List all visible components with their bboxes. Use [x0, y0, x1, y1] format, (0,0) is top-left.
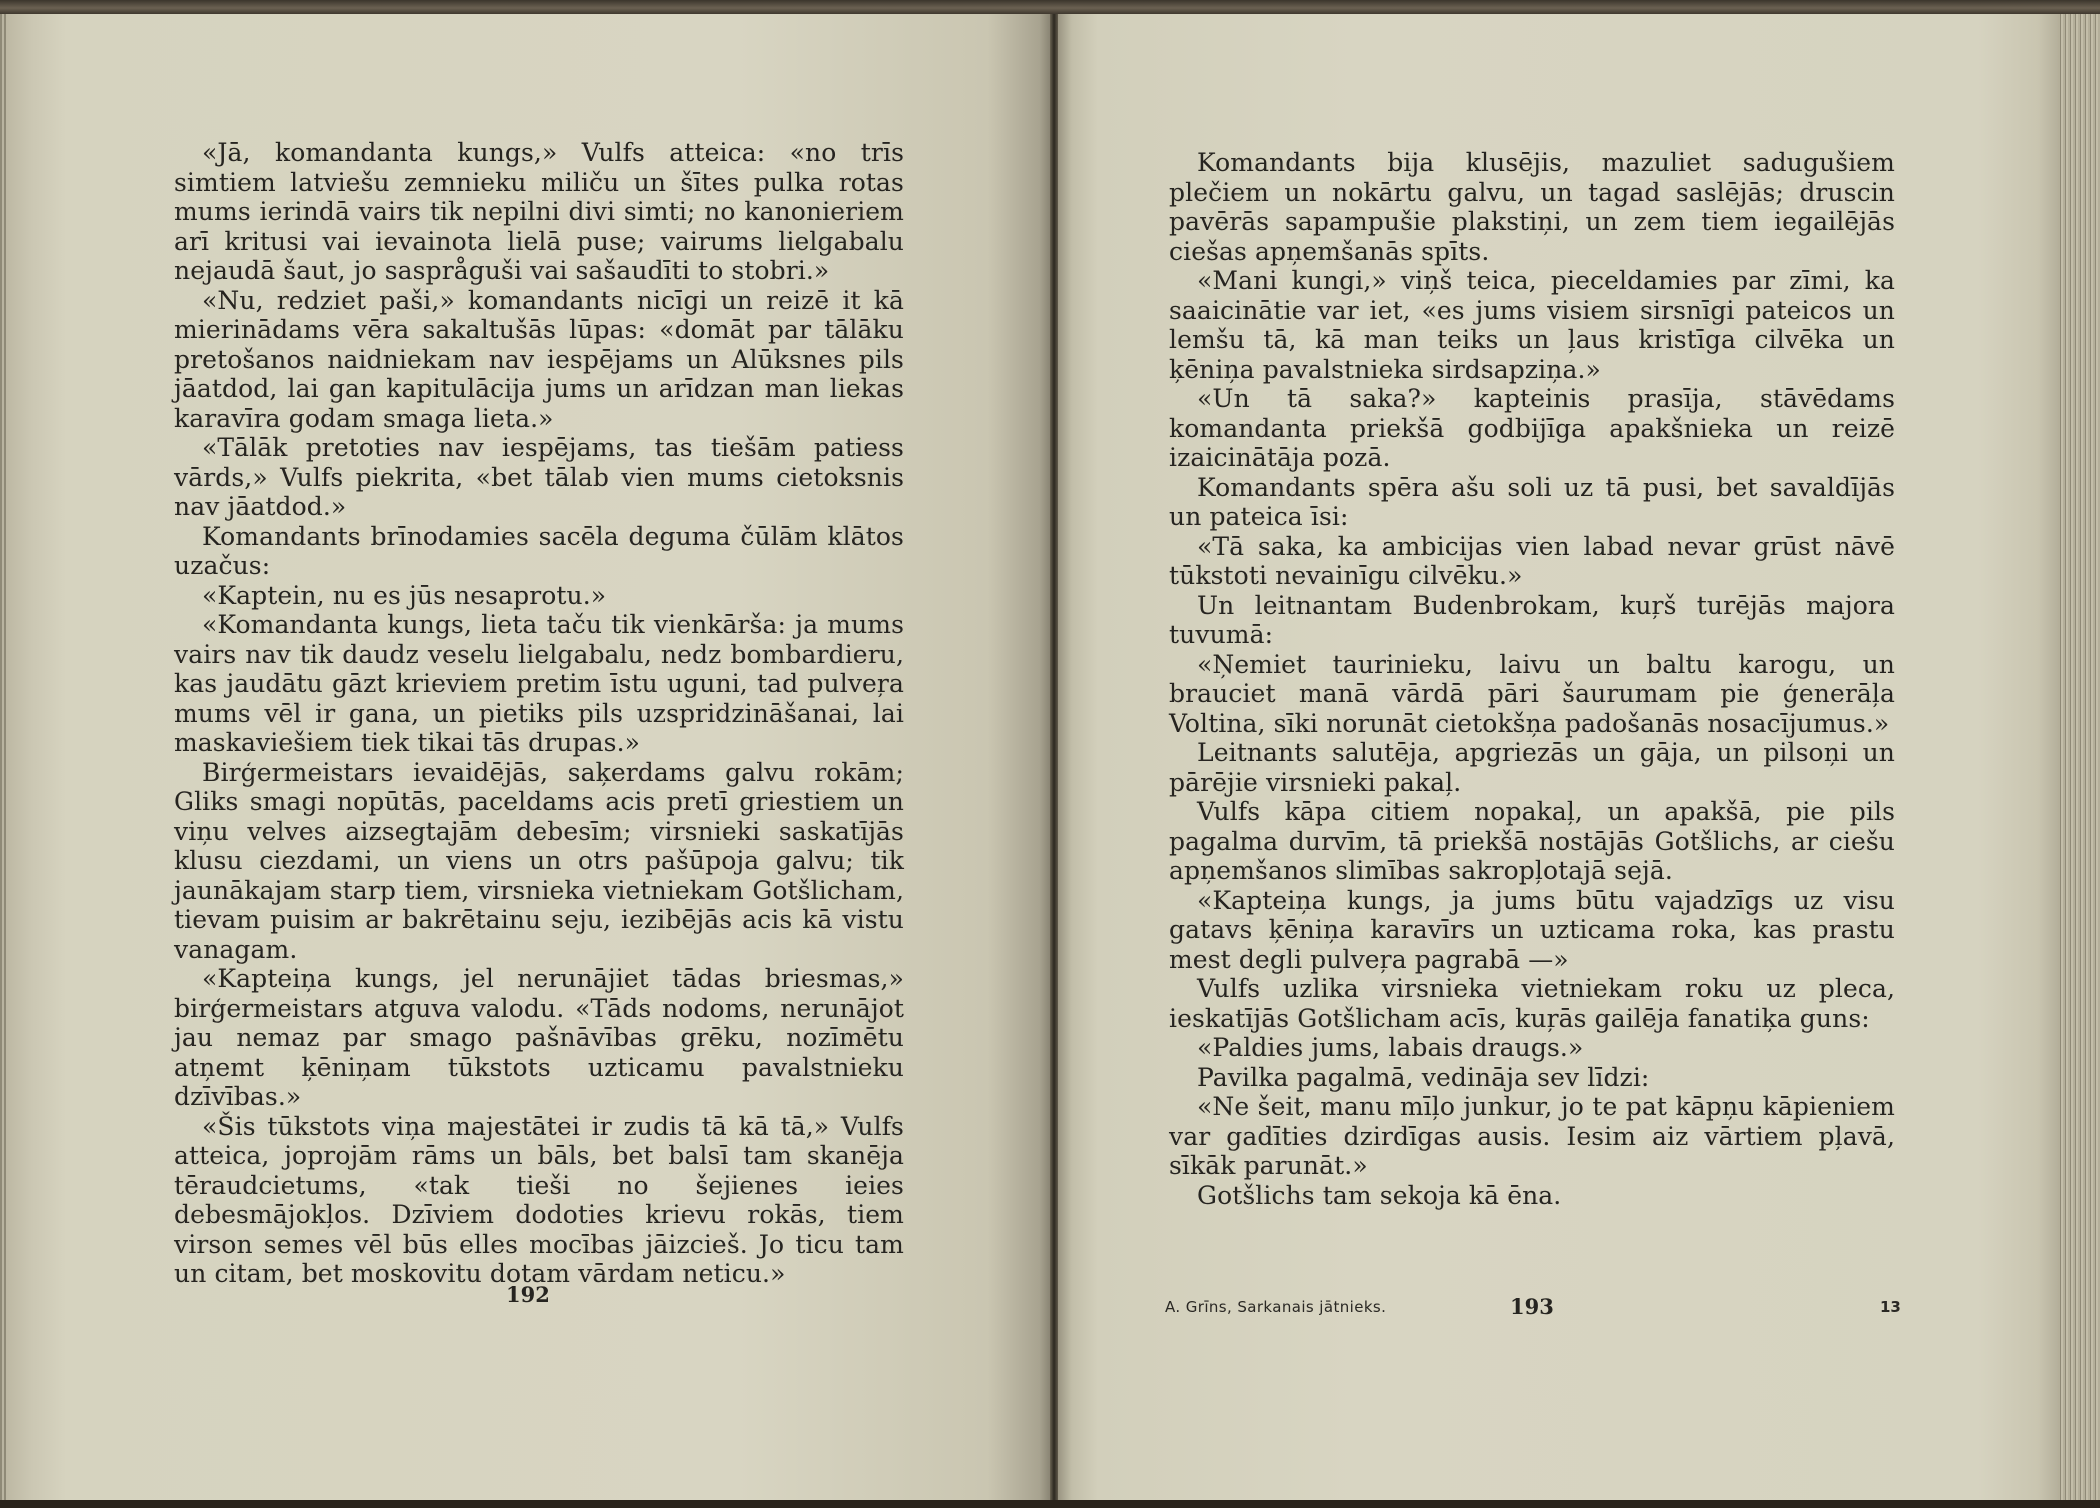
printer-signature: A. Grīns, Sarkanais jātnieks.: [1165, 1298, 1387, 1316]
paragraph: Un leitnantam Budenbrokam, kuŗš turējās majora tuvumā:: [1169, 590, 1895, 649]
paragraph: «Tā saka, ka ambicijas vien labad nevar grūst nāvē tūkstoti nevainīgu cilvēku.»: [1169, 531, 1895, 590]
paragraph: «Tālāk pretoties nav iespējams, tas tiešām patiess vārds,» Vulfs piekrita, «bet tālab vien mums cietoksnis nav jāatdod.»: [174, 433, 904, 521]
right-page: [1058, 14, 2058, 1500]
paragraph: Pavilka pagalmā, vedināja sev līdzi:: [1197, 1062, 1650, 1092]
paragraph: «Ne šeit, manu mīļo junkur, jo te pat kāpņu kāpieniem var gadīties dzirdīgas ausis. Iesim aiz vārtiem pļavā, sīkāk parunāt.»: [1169, 1092, 1895, 1180]
paragraph: Vulfs kāpa citiem nopakaļ, un apakšā, pie pils pagalma durvīm, tā priekšā nostājās Gotšlichs, ar ciešu apņemšanos slimības sakropļotajā sejā.: [1169, 797, 1895, 885]
page-number: 193: [1510, 1294, 1554, 1319]
paragraph: «Paldies jums, labais draugs.»: [1197, 1033, 1584, 1062]
paragraph: «Mani kungi,» viņš teica, pieceldamies par zīmi, ka saaicinātie var iet, «es jums visiem sirsnīgi pateicos un lemšu tā, kā man teiks un ļaus kristīga cilvēka un ķēniņa pavalstnieka sirdsapziņa.»: [1169, 266, 1895, 384]
paragraph: Komandants brīnodamies sacēla deguma čūlām klātos uzačus:: [174, 521, 904, 580]
paragraph: «Kapteiņa kungs, jel nerunājiet tādas briesmas,» birģermeistars atguva valodu. «Tāds nodoms, nerunājot jau nemaz par smago pašnāvības grēku, nozīmētu atņemt ķēniņam tūkstots uzticamu pavalstnieku dzīvības.»: [174, 964, 904, 1111]
paragraph: «Jā, komandanta kungs,» Vulfs atteica: «no trīs simtiem latviešu zemnieku miliču un šītes pulka rotas mums ierindā vairs tik nepilni divi simti; no kanonieriem arī kritusi vai ievainota lielā puse; vairums lielgabalu nejaudā šaut, jo saspråguši vai sašaudīti to stobri.»: [174, 138, 904, 285]
paragraph: «Kapteiņa kungs, ja jums būtu vajadzīgs uz visu gatavs ķēniņa karavīrs un uzticama roka, kas prastu mest degli pulveŗa pagrabā —»: [1169, 885, 1895, 974]
paragraph: Leitnants salutēja, apgriezās un gāja, un pilsoņi un pārējie virsnieki pakaļ.: [1169, 738, 1895, 797]
paragraph: Birģermeistars ievaidējās, saķerdams galvu rokām; Gliks smagi nopūtās, paceldams acis pretī griestiem un viņu velves aizsegtajām debesīm; virsnieki saskatījās klusu ciezdami, un viens un otrs pašūpoja galvu; tik jaunākajam starp tiem, virsnieka vietniekam Gotšlicham, tievam puisim ar bakrētainu seju, iezibējās acis kā vistu vanagam.: [174, 757, 904, 964]
left-page-text: [174, 138, 904, 1289]
paragraph: Komandants spēra ašu soli uz tā pusi, bet savaldījās un pateica īsi:: [1169, 472, 1895, 531]
paragraph: Komandants bija klusējis, mazuliet sadugušiem plečiem un nokārtu galvu, un tagad saslējās; druscin pavērās sapampušie plakstiņi, un zem tiem iegailējās ciešas apņemšanās spīts.: [1169, 148, 1895, 266]
paragraph: Gotšlichs tam sekoja kā ēna.: [1197, 1180, 1562, 1210]
book-gutter: [1050, 14, 1058, 1500]
paragraph: «Nu, redziet paši,» komandants nicīgi un reizē it kā mierinādams vēra sakaltušās lūpas: «domāt par tālāku pretošanos naidniekam nav iespējams un Alūksnes pils jāatdod, lai gan kapitulācija jums un arīdzan man liekas karavīra godam smaga lieta.»: [174, 285, 904, 433]
paragraph: «Komandanta kungs, lieta taču tik vienkārša: ja mums vairs nav tik daudz veselu lielgabalu, nedz bombardieru, kas jaudātu gāzt krieviem pretim īstu uguni, tad pulveŗa mums vēl ir gana, un pietiks pils uzspridzināšanai, lai maskaviešiem tiek tikai tās drupas.»: [174, 610, 904, 757]
left-page: [6, 14, 1050, 1500]
signature-mark: 13: [1880, 1298, 1901, 1316]
paragraph: «Ņemiet taurinieku, laivu un baltu karogu, un brauciet manā vārdā pāri šaurumam pie ģenerāļa Voltina, sīki norunāt cietokšņa padošanās nosacījumus.»: [1169, 649, 1895, 738]
page-edges-right: [2058, 14, 2100, 1500]
paragraph: Vulfs uzlika virsnieka vietniekam roku uz pleca, ieskatījās Gotšlicham acīs, kuŗās gailēja fanatiķa guns:: [1169, 974, 1895, 1033]
page-number: 192: [506, 1282, 550, 1307]
paragraph: «Un tā saka?» kapteinis prasīja, stāvēdams komandanta priekšā godbijīga apakšnieka un reizē izaicinātāja pozā.: [1169, 384, 1895, 472]
paragraph: «Šis tūkstots viņa majestātei ir zudis tā kā tā,» Vulfs atteica, joprojām rāms un bāls, bet balsī tam skanēja tēraudcietums, «tak tieši no šejienes ieies debesmājokļos. Dzīviem dodoties krievu rokās, tiem virson semes vēl būs elles mocības jāizcieš. Jo ticu tam un citam, bet moskovitu dotam vārdam neticu.»: [174, 1111, 904, 1288]
right-page-text: [1169, 148, 1895, 1210]
paragraph: «Kaptein, nu es jūs nesaprotu.»: [202, 580, 607, 610]
